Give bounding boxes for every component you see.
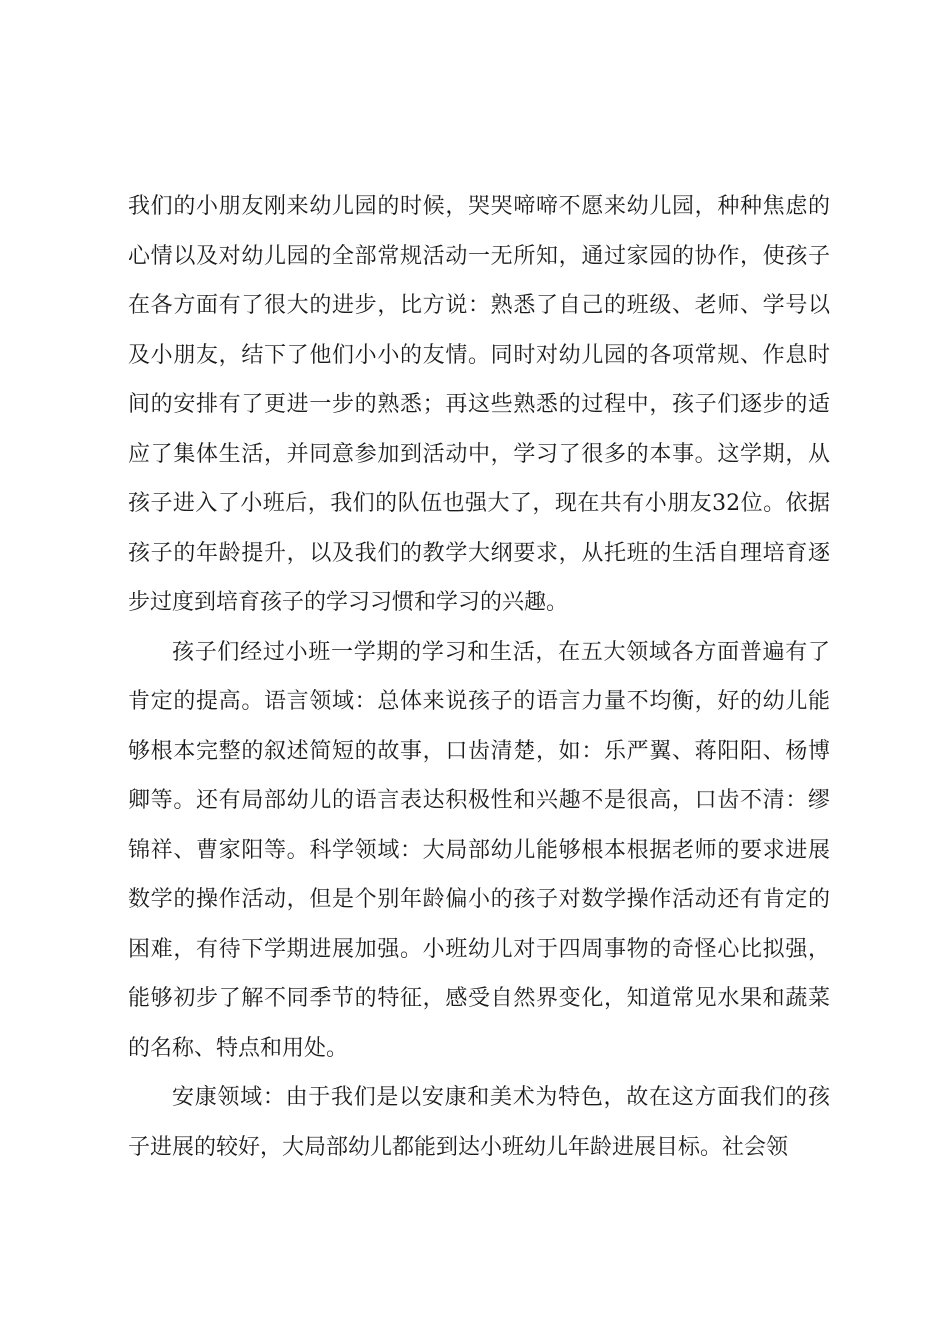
paragraph-1: 我们的小朋友刚来幼儿园的时候，哭哭啼啼不愿来幼儿园，种种焦虑的心情以及对幼儿园的全部常规活动一无所知，通过家园的协作，使孩子在各方面有了很大的进步，比方说：熟悉了自己的班级、老师、学号以及小朋友，结下了他们小小的友情。同时对幼儿园的各项常规、作息时间的安排有了更进一步的熟悉；再这些熟悉的过程中，孩子们逐步的适应了集体生活，并同意参加到活动中，学习了很多的本事。这学期，从孩子进入了小班后，我们的队伍也强大了，现在共有小朋友32位。依据孩子的年龄提升，以及我们的教学大纲要求，从托班的生活自理培育逐步过度到培育孩子的学习习惯和学习的兴趣。 [128,194,830,615]
paragraph-2: 孩子们经过小班一学期的学习和生活，在五大领域各方面普遍有了肯定的提高。语言领域：总体来说孩子的语言力量不均衡，好的幼儿能够根本完整的叙述简短的故事，口齿清楚，如：乐严翼、蒋阳阳、杨博卿等。还有局部幼儿的语言表达积极性和兴趣不是很高，口齿不清：缪锦祥、曹家阳等。科学领域：大局部幼儿能够根本根据老师的要求进展数学的操作活动，但是个别年龄偏小的孩子对数学操作活动还有肯定的困难，有待下学期进展加强。小班幼儿对于四周事物的奇怪心比拟强，能够初步了解不同季节的特征，感受自然界变化，知道常见水果和蔬菜的名称、特点和用处。 [128,639,830,1061]
document-body [128,182,830,1172]
paragraph-3: 安康领域：由于我们是以安康和美术为特色，故在这方面我们的孩子进展的较好，大局部幼儿都能到达小班幼儿年龄进展目标。社会领 [128,1085,830,1160]
